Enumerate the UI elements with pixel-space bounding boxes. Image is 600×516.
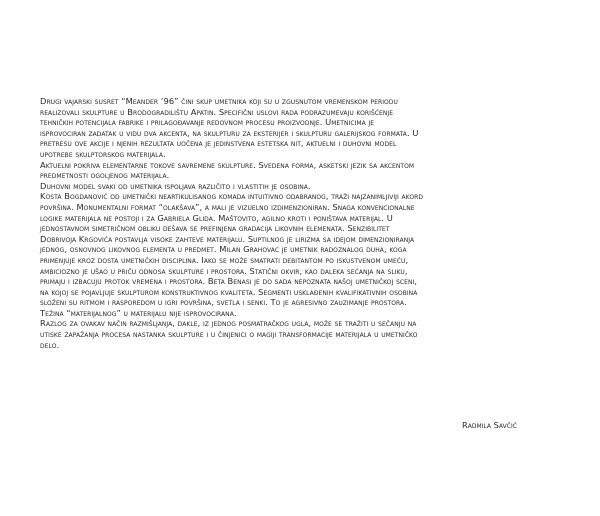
text-line: Duhovni model svaki od umetnika ispoljava različito i vlastitih je osobina. <box>40 180 311 191</box>
text-line: Dobrivoja Krgovića postavlja visoke zahteve materijalu. Suptilnog je lirizma sa idejom dimenzioniranja <box>40 233 415 244</box>
text-line: predmetnosti ogoljenog materijala. <box>40 170 170 181</box>
text-line: utiske zapažanja procesa nastanka skulpture i u činjenici o magiji transformacije materijala u umetničko <box>40 329 418 340</box>
text-line: tehničkih potencijala fabrike i prilagođavanje redovnom procesu proizvodnje. Umetnicima je <box>40 117 375 128</box>
text-line: ambiciozno je ušao u priču odnosa skulpture i prostora. Statični okvir, kao daleka sećanja na sliku, <box>40 265 408 276</box>
text-line: jednog, osnovnog likovnog elementa u predmet. Milan Grahovac je umetnik radoznalog duha, koga <box>40 244 407 255</box>
text-line: Težina “materijalnog” u materijalu nije isprovocirana. <box>40 307 237 318</box>
text-line: isprovociran zadatak u vidu dva akcenta, na skulpturu za eksterijer i skulpturu galerijskog formata. U <box>40 127 419 138</box>
text-line: logike materijala ne postoji i za Gabriela Glida. Maštovito, agilno kroti i poništava materijal. U <box>40 212 393 223</box>
text-line: pretresu ove akcije i njenih rezultata uočena je jedinstvena estetska nit, aktuelni i duhovni model <box>40 138 397 149</box>
body-text <box>40 96 580 350</box>
text-line: Razlog za ovakav način razmišljanja, dakle, iz jednog posmatračkog ugla, može se tražiti u sečanju na <box>40 318 417 329</box>
text-line: površina. Monumentalni format “olakšava”, a mali je vizuelno izdimenzioniran. Snaga konvencionalne <box>40 201 415 212</box>
text-line: Drugi vajarski susret “Meander ’96” čini skup umetnika koji su u zgusnutom vremenskom periodu <box>40 96 398 106</box>
text-line: primenjuje kroz dosta umetničkih disciplina. Iako se može smatrati debitantom po iskustvenom umeću, <box>40 254 409 265</box>
text-line: upotrebe skulptorskog materijala. <box>40 148 166 159</box>
text-line: primaju i izbacuju protok vremena i prostora. Beta Benasi je do sada nepoznata našoj umetničkoj sceni, <box>40 276 418 287</box>
text-line: Aktuelni pokriva elementarne tokove savremene skulpture. Svedena forma, asketski jezik sa akcentom <box>40 159 415 170</box>
text-line: delo. <box>40 339 60 350</box>
text-line: jednostavnom simetričnom obliku dešava se prefinjena gradacija likovnih elemenata. Senzibilitet <box>40 223 390 234</box>
text-line: na kojoj se pojavljuje skulpturom konstruktivnog kvaliteta. Segmenti usklađenih kvalifikativnih osobina <box>40 286 418 297</box>
text-line: realizovali skulpture u Brodogradilištu Apatin. Specifični uslovi rada podrazumevaju korišćenje <box>40 106 394 117</box>
text-line: Kosta Bogdanović od umetnički neartikulisanog komada intuitivno odabranog, traži najzanimljiviji akord <box>40 191 423 202</box>
author-signature: Radmila Savčić <box>462 420 517 430</box>
text-line: složeni su ritmom i rasporedom u igri površina, svetla i senki. To je agresivno zauzimanje prostora. <box>40 297 407 308</box>
